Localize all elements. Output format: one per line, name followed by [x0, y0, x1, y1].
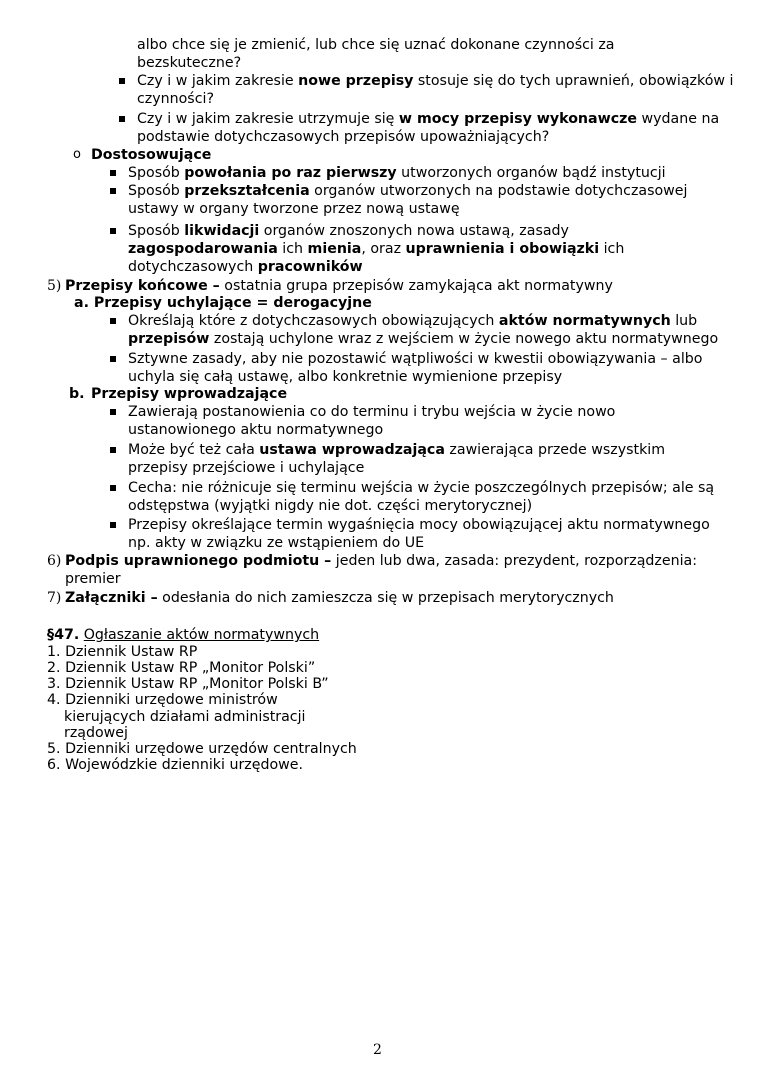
list-item-line2: przepisów zostają uchylone wraz z wejściem w życie nowego aktu normatywnego [128, 331, 719, 347]
list-item-line2: kierujących działami administracji [64, 709, 306, 725]
list-item: Może być też cała ustawa wprowadzająca zawierająca przede wszystkim [128, 442, 666, 458]
list-item-line2: zagospodarowania ich mienia, oraz uprawnienia i obowiązki ich [128, 241, 625, 257]
heading-dostosowujace: Dostosowujące [91, 147, 212, 163]
list-item-line2: odstępstwa (wyjątki nigdy nie dot. części merytorycznej) [128, 498, 533, 514]
question-new-rules: Czy i w jakim zakresie nowe przepisy stosuje się do tych uprawnień, obowiązków i [137, 73, 734, 89]
section-zalaczniki: Załączniki – odesłania do nich zamieszcza się w przepisach merytorycznych [65, 590, 614, 606]
list-item-line2: np. akty w związku ze wstąpieniem do UE [128, 535, 425, 551]
paragraph-47-heading: §47. Ogłaszanie aktów normatywnych [47, 627, 320, 643]
square-bullet-icon [110, 485, 116, 491]
list-item: 6. Wojewódzkie dzienniki urzędowe. [47, 757, 303, 773]
continuation-line-2: bezskuteczne? [137, 55, 242, 71]
list-item: 2. Dziennik Ustaw RP „Monitor Polski” [47, 660, 316, 676]
section-podpis: Podpis uprawnionego podmiotu – jeden lub dwa, zasada: prezydent, rozporządzenia: [65, 553, 697, 569]
page-number: 2 [373, 1042, 382, 1058]
continuation-line-1: albo chce się je zmienić, lub chce się uznać dokonane czynności za [137, 37, 615, 53]
list-item-line3: rządowej [64, 725, 128, 741]
list-item: Sposób powołania po raz pierwszy utworzonych organów bądź instytucji [128, 165, 666, 181]
list-item-line2: przepisy przejściowe i uchylające [128, 460, 365, 476]
list-item-line3: dotychczasowych pracowników [128, 259, 363, 275]
list-item: Określają które z dotychczasowych obowiązujących aktów normatywnych lub [128, 313, 698, 329]
square-bullet-icon [110, 188, 116, 194]
list-item: 3. Dziennik Ustaw RP „Monitor Polski B” [47, 676, 329, 692]
list-item-line2: uchyla się całą ustawę, albo konkretnie wymienione przepisy [128, 369, 563, 385]
section-number: 6) [47, 553, 62, 569]
section-number: 7) [47, 590, 62, 606]
list-item: 4. Dzienniki urzędowe ministrów [47, 692, 278, 708]
list-item-line2: ustawy w organy tworzone przez nową ustawę [128, 201, 460, 217]
square-bullet-icon [110, 409, 116, 415]
question-executive-rules-line2: podstawie dotychczasowych przepisów upoważniających? [137, 129, 550, 145]
list-item: 1. Dziennik Ustaw RP [47, 644, 198, 660]
square-bullet-icon [110, 356, 116, 362]
square-bullet-icon [110, 522, 116, 528]
list-item: Cecha: nie różnicuje się terminu wejścia w życie poszczególnych przepisów; ale są [128, 480, 715, 496]
section-przepisy-koncowe: Przepisy końcowe – ostatnia grupa przepisów zamykająca akt normatywny [65, 278, 613, 294]
subheading-uchylajace: a. Przepisy uchylające = derogacyjne [74, 295, 372, 311]
section-podpis-line2: premier [65, 571, 121, 587]
square-bullet-icon [119, 116, 125, 122]
subheading-label: b. [69, 386, 85, 402]
list-item: Zawierają postanowienia co do terminu i trybu wejścia w życie nowo [128, 404, 616, 420]
list-item: Sztywne zasady, aby nie pozostawić wątpliwości w kwestii obowiązywania – albo [128, 351, 703, 367]
subheading-wprowadzajace: Przepisy wprowadzające [91, 386, 288, 402]
question-new-rules-line2: czynności? [137, 91, 214, 107]
list-item: Sposób likwidacji organów znoszonych nowa ustawą, zasady [128, 223, 569, 239]
section-number: 5) [47, 278, 62, 294]
square-bullet-icon [110, 447, 116, 453]
square-bullet-icon [110, 318, 116, 324]
square-bullet-icon [119, 78, 125, 84]
square-bullet-icon [110, 170, 116, 176]
circle-bullet-icon: o [73, 147, 81, 162]
question-executive-rules: Czy i w jakim zakresie utrzymuje się w mocy przepisy wykonawcze wydane na [137, 111, 720, 127]
list-item: 5. Dzienniki urzędowe urzędów centralnych [47, 741, 357, 757]
list-item-line2: ustanowionego aktu normatywnego [128, 422, 384, 438]
square-bullet-icon [110, 228, 116, 234]
list-item: Przepisy określające termin wygaśnięcia mocy obowiązującej aktu normatywnego [128, 517, 710, 533]
list-item: Sposób przekształcenia organów utworzonych na podstawie dotychczasowej [128, 183, 688, 199]
